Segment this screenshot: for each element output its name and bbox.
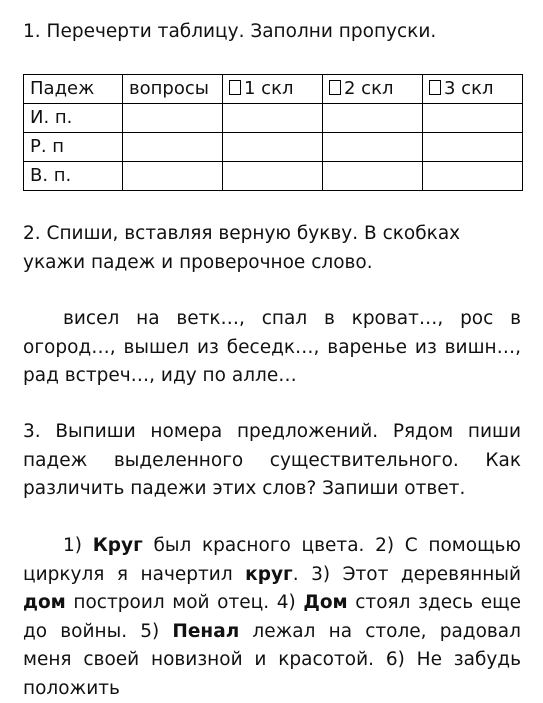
- header-decl-2: [323, 75, 423, 104]
- header-decl-3: [423, 75, 523, 104]
- table-cell: [123, 104, 223, 133]
- sentence-number: 6): [385, 649, 405, 670]
- checkbox-glyph-icon: [229, 80, 241, 95]
- sentence-number: 3): [311, 563, 331, 585]
- header-questions: вопросы: [123, 75, 223, 104]
- sentence-text: .: [292, 563, 299, 585]
- sentence-text: Этот деревянный: [342, 563, 522, 585]
- table-row: [24, 133, 523, 162]
- table-cell: [423, 162, 523, 191]
- highlighted-noun: Дом: [303, 592, 348, 613]
- sentence-text: был красного цвета.: [153, 535, 365, 556]
- task2-instructions: 2. Спиши, вставляя верную букву. В скобках укажи падеж и проверочное слово.: [23, 223, 461, 273]
- table-cell: [123, 133, 223, 162]
- table-cell: [223, 133, 323, 162]
- table-row: [24, 104, 523, 133]
- highlighted-noun: дом: [23, 592, 66, 613]
- table-cell: И. п.: [24, 104, 123, 133]
- table-cell: [323, 133, 423, 162]
- checkbox-glyph-icon: [429, 80, 441, 95]
- highlighted-noun: Пенал: [172, 620, 240, 642]
- task2-exercise: висел на ветк…, спал в кроват…, рос в огород…, вышел из беседк…, варенье из вишн…, рад встреч…, иду по алле…: [23, 308, 521, 386]
- sentence-number: 2): [375, 535, 395, 556]
- header-case: Падеж: [24, 75, 123, 104]
- sentence-text: Не забудь положить: [23, 649, 522, 699]
- table-cell: [223, 162, 323, 191]
- task1-title: 1. Перечерти таблицу. Заполни пропуски.: [23, 21, 437, 42]
- highlighted-noun: круг: [245, 563, 293, 585]
- table-header-row: [24, 75, 523, 104]
- header-decl-3-label: 3 скл: [444, 78, 494, 99]
- sentence-number: 5): [140, 620, 160, 642]
- sentence-text: стоял здесь еще до войны.: [23, 592, 521, 642]
- highlighted-noun: Круг: [92, 535, 143, 556]
- table-cell: [123, 162, 223, 191]
- header-decl-1-label: 1 скл: [244, 78, 294, 99]
- table-cell: [223, 104, 323, 133]
- table-row: [24, 162, 523, 191]
- table-cell: [423, 133, 523, 162]
- task3-instructions: 3. Выпиши номера предложений. Рядом пиши падеж выделенного существительного. Как различить падежи этих слов? Запиши ответ.: [23, 421, 521, 499]
- declension-table: [23, 74, 523, 191]
- table-cell: [323, 162, 423, 191]
- table-cell: В. п.: [24, 162, 123, 191]
- sentence-text: С помощью циркуля я начертил: [23, 535, 521, 585]
- table-cell: [323, 104, 423, 133]
- header-decl-2-label: 2 скл: [344, 78, 394, 99]
- table-cell: [423, 104, 523, 133]
- sentence-1: [63, 535, 364, 556]
- sentence-text: лежал на столе, радовал меня своей новизной и красотой.: [23, 620, 521, 670]
- checkbox-glyph-icon: [329, 80, 341, 95]
- sentence-text: построил мой отец.: [73, 592, 270, 613]
- sentence-number: 1): [63, 535, 82, 556]
- table-cell: Р. п: [24, 133, 123, 162]
- sentence-number: 4): [276, 592, 296, 613]
- header-decl-1: [223, 75, 323, 104]
- task3-sentences: [23, 532, 521, 703]
